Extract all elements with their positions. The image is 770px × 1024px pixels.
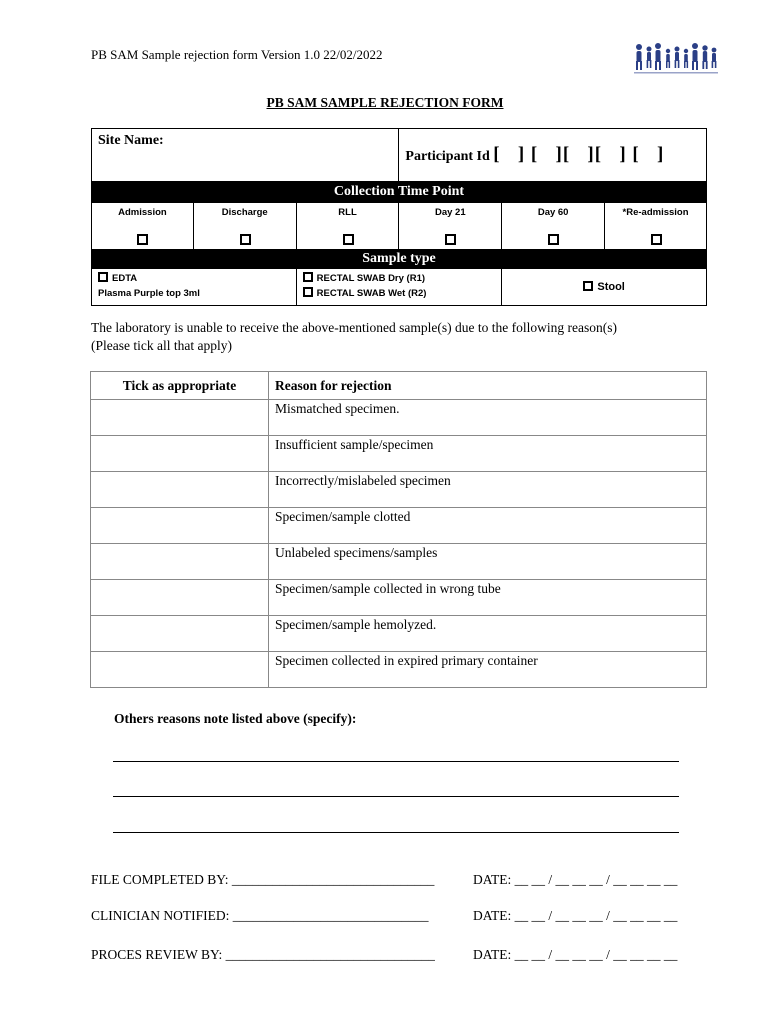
discharge-checkbox[interactable] xyxy=(240,234,251,245)
time-point-label: RLL xyxy=(338,207,357,218)
table-row xyxy=(91,436,707,472)
reason-text: Unlabeled specimens/samples xyxy=(269,544,707,580)
table-row xyxy=(91,580,707,616)
participant-id-field[interactable] xyxy=(399,129,707,182)
reason-text: Incorrectly/mislabeled specimen xyxy=(269,472,707,508)
time-point-rll xyxy=(296,203,399,250)
tick-cell[interactable] xyxy=(91,652,269,688)
file-completed-date-field[interactable]: DATE: __ __ / __ __ __ / __ __ __ __ xyxy=(473,872,678,887)
process-review-date-field[interactable]: DATE: __ __ / __ __ __ / __ __ __ __ xyxy=(473,947,678,962)
tick-cell[interactable] xyxy=(91,616,269,652)
other-reasons-line-2[interactable] xyxy=(113,796,679,797)
edta-note: Plasma Purple top 3ml xyxy=(98,288,200,299)
sample-type-header: Sample type xyxy=(92,250,707,269)
sample-type-edta xyxy=(92,269,297,306)
day21-checkbox[interactable] xyxy=(445,234,456,245)
collection-time-point-header: Collection Time Point xyxy=(92,182,707,203)
process-review-by-field[interactable]: PROCES REVIEW BY: _______________________________ xyxy=(91,947,435,962)
intro-line-2: (Please tick all that apply) xyxy=(91,338,232,353)
other-reasons-line-1[interactable] xyxy=(113,761,679,762)
time-point-readmission xyxy=(605,203,707,250)
sample-type-rectal-swab xyxy=(296,269,502,306)
reason-text: Insufficient sample/specimen xyxy=(269,436,707,472)
rll-checkbox[interactable] xyxy=(343,234,354,245)
rectal-dry-label: RECTAL SWAB Dry (R1) xyxy=(316,273,426,284)
file-completed-row xyxy=(91,872,691,888)
table-row xyxy=(91,400,707,436)
reason-text: Specimen collected in expired primary container xyxy=(269,652,707,688)
time-point-label: Admission xyxy=(118,207,167,218)
rectal-wet-label: RECTAL SWAB Wet (R2) xyxy=(316,288,427,299)
time-point-label: *Re-admission xyxy=(622,207,689,218)
family-people-logo-icon xyxy=(632,42,720,78)
reason-text: Specimen/sample hemolyzed. xyxy=(269,616,707,652)
sample-type-stool xyxy=(502,269,707,306)
other-reasons-label: Others reasons note listed above (specify): xyxy=(114,711,357,726)
table-row xyxy=(91,472,707,508)
process-review-row xyxy=(91,947,691,963)
sample-info-table xyxy=(91,128,707,306)
participant-id-label: Participant Id xyxy=(405,149,490,164)
time-point-admission xyxy=(92,203,194,250)
time-point-day21 xyxy=(399,203,502,250)
site-name-field[interactable] xyxy=(92,129,399,182)
reason-text: Mismatched specimen. xyxy=(269,400,707,436)
time-point-label: Day 60 xyxy=(537,207,569,218)
rejection-reasons-table xyxy=(90,371,707,688)
edta-checkbox[interactable] xyxy=(98,272,108,282)
table-row xyxy=(91,544,707,580)
participant-id-boxes[interactable]: [ ] [ ][ ][ ] [ ] xyxy=(493,144,665,165)
intro-line-1: The laboratory is unable to receive the above-mentioned sample(s) due to the following reason(s) xyxy=(91,320,617,335)
clinician-notified-field[interactable]: CLINICIAN NOTIFIED: _____________________________ xyxy=(91,908,429,923)
reason-text: Specimen/sample clotted xyxy=(269,508,707,544)
site-name-label: Site Name: xyxy=(98,133,164,148)
rectal-dry-checkbox[interactable] xyxy=(303,272,313,282)
readmission-checkbox[interactable] xyxy=(651,234,662,245)
version-header: PB SAM Sample rejection form Version 1.0 22/02/2022 xyxy=(91,47,383,62)
tick-cell[interactable] xyxy=(91,436,269,472)
intro-paragraph xyxy=(91,319,711,355)
other-reasons-line-3[interactable] xyxy=(113,832,679,833)
reason-text: Specimen/sample collected in wrong tube xyxy=(269,580,707,616)
stool-checkbox[interactable] xyxy=(583,281,593,291)
reason-column-header: Reason for rejection xyxy=(269,372,707,400)
time-point-day60 xyxy=(502,203,605,250)
edta-label: EDTA xyxy=(112,273,138,284)
tick-cell[interactable] xyxy=(91,472,269,508)
tick-cell[interactable] xyxy=(91,580,269,616)
table-row xyxy=(91,652,707,688)
rectal-wet-checkbox[interactable] xyxy=(303,287,313,297)
tick-cell[interactable] xyxy=(91,400,269,436)
tick-cell[interactable] xyxy=(91,508,269,544)
page-title: PB SAM SAMPLE REJECTION FORM xyxy=(266,95,504,110)
tick-column-header: Tick as appropriate xyxy=(91,372,269,400)
day60-checkbox[interactable] xyxy=(548,234,559,245)
time-point-label: Discharge xyxy=(221,207,268,218)
admission-checkbox[interactable] xyxy=(137,234,148,245)
file-completed-by-field[interactable]: FILE COMPLETED BY: ______________________________ xyxy=(91,872,435,887)
time-point-discharge xyxy=(193,203,296,250)
time-point-label: Day 21 xyxy=(434,207,466,218)
stool-label: Stool xyxy=(597,280,625,293)
tick-cell[interactable] xyxy=(91,544,269,580)
table-row xyxy=(91,508,707,544)
clinician-notified-row xyxy=(91,908,691,924)
table-row xyxy=(91,616,707,652)
clinician-notified-date-field[interactable]: DATE: __ __ / __ __ __ / __ __ __ __ xyxy=(473,908,678,923)
